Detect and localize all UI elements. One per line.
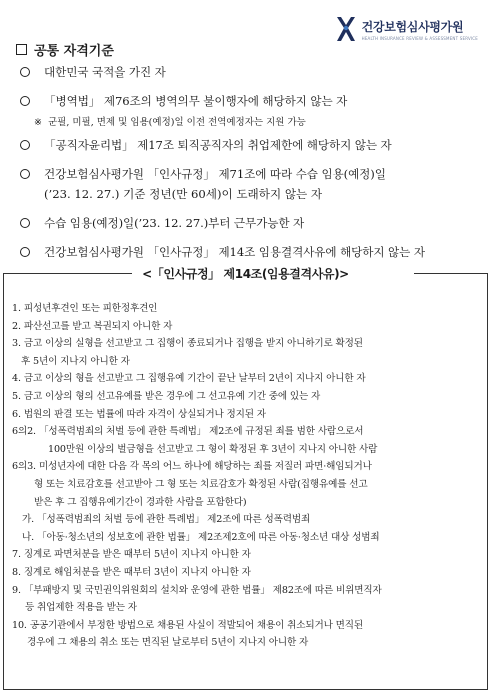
requirement-item — [20, 213, 486, 233]
rule-item: 5. 금고 이상의 형의 선고유예를 받은 경우에 그 선고유예 기간 중에 있는 자 — [12, 390, 321, 402]
note-mark: ※ — [34, 117, 42, 128]
rule-item: 3. 금고 이상의 실형을 선고받고 그 집행이 종료되거나 집행을 받지 아니하기로 확정된 — [12, 338, 363, 350]
requirement-item — [20, 91, 486, 111]
rule-item: 9. 「부패방지 및 국민권익위원회의 설치와 운영에 관한 법률」 제82조에 따른 비위면직자 — [12, 584, 382, 596]
rule-item: 6. 법원의 판결 또는 법률에 따라 자격이 상실되거나 정지된 자 — [12, 408, 266, 420]
rule-item: 6의3. 미성년자에 대한 다음 각 목의 어느 하나에 해당하는 죄를 저질러 파면·해임되거나 — [12, 461, 372, 473]
rule-continuation: 형 또는 치료감호를 선고받아 그 형 또는 치료감호가 확정된 사람(집행유예를 선고 — [34, 478, 368, 490]
requirement-text: 건강보험심사평가원 「인사규정」 제14조 임용결격사유에 해당하지 않는 자 — [44, 245, 425, 259]
rules-list — [12, 300, 480, 652]
rule-item: 1. 피성년후견인 또는 피한정후견인 — [12, 303, 158, 314]
rule-item: 6의2. 「성폭력범죄의 처벌 등에 관한 특례법」 제2조에 규정된 죄를 범한 사람으로서 — [12, 426, 364, 438]
circle-bullet-icon — [20, 169, 30, 179]
section-title — [16, 40, 114, 59]
circle-bullet-icon — [20, 247, 30, 257]
rule-item: 7. 징계로 파면처분을 받은 때부터 5년이 지나지 아니한 자 — [12, 549, 251, 561]
rule-continuation: 100만원 이상의 벌금형을 선고받고 그 형이 확정된 후 3년이 지나지 아니한 사람 — [48, 443, 378, 455]
rule-item: 8. 징계로 해임처분을 받은 때부터 3년이 지나지 아니한 자 — [12, 566, 251, 578]
rule-continuation: 후 5년이 지나지 아니한 자 — [21, 355, 130, 367]
circle-bullet-icon — [20, 218, 30, 228]
requirement-item — [20, 242, 486, 262]
box-title: <「인사규정」 제14조(임용결격사유)> — [142, 267, 349, 281]
hira-logo — [334, 16, 478, 42]
requirement-item — [20, 62, 486, 82]
requirement-text: 수습 임용(예정)일(’23. 12. 27.)부터 근무가능한 자 — [44, 216, 305, 230]
requirements-list — [20, 62, 486, 262]
requirement-note — [20, 114, 486, 132]
requirement-continuation: (’23. 12. 27.) 기준 정년(만 60세)이 도래하지 않는 자 — [44, 187, 323, 201]
rule-continuation: 받은 후 그 집행유예기간이 경과한 사람을 포함한다) — [34, 496, 247, 508]
requirement-text: 「공직자윤리법」 제17조 퇴직공직자의 취업제한에 해당하지 않는 자 — [44, 138, 392, 152]
rule-item: 4. 금고 이상의 형을 선고받고 그 집행유예 기간이 끝난 날부터 2년이 지나지 아니한 자 — [12, 373, 366, 385]
rule-item: 2. 파산선고를 받고 복권되지 아니한 자 — [12, 320, 173, 332]
requirement-text: 건강보험심사평가원 「인사규정」 제71조에 따라 수습 임용(예정)일 — [44, 167, 386, 181]
requirement-text: 대한민국 국적을 가진 자 — [44, 65, 166, 79]
requirement-item — [20, 164, 486, 184]
rule-subitem: 가. 「성폭력범죄의 처벌 등에 관한 특례법」 제2조에 따른 성폭력범죄 — [22, 514, 311, 526]
logo-subtitle: HEALTH INSURANCE REVIEW & ASSESSMENT SERVICE — [361, 35, 478, 41]
rule-continuation: 경우에 그 채용의 취소 또는 면직된 날로부터 5년이 지나지 아니한 자 — [27, 637, 309, 649]
note-text: 군필, 미필, 면제 및 임용(예정)일 이전 전역예정자는 지원 가능 — [47, 117, 306, 128]
logo-name: 건강보험심사평가원 — [361, 19, 464, 34]
circle-bullet-icon — [20, 140, 30, 150]
hira-logo-icon — [334, 16, 358, 42]
rule-item: 10. 공공기관에서 부정한 방법으로 채용된 사실이 적발되어 채용이 취소되거나 면직된 — [12, 619, 364, 631]
rule-subitem: 나. 「아동·청소년의 성보호에 관한 법률」 제2조제2호에 따른 아동·청소년 대상 성범죄 — [22, 531, 380, 543]
rule-continuation: 등 취업제한 적용을 받는 자 — [25, 602, 137, 614]
circle-bullet-icon — [20, 96, 30, 106]
requirement-item — [20, 135, 486, 155]
checkbox-square-icon — [16, 44, 27, 55]
requirement-text: 「병역법」 제76조의 병역의무 불이행자에 해당하지 않는 자 — [44, 94, 348, 108]
section-title-text: 공통 자격기준 — [34, 44, 114, 59]
circle-bullet-icon — [20, 67, 30, 77]
disqualification-box — [3, 267, 488, 690]
